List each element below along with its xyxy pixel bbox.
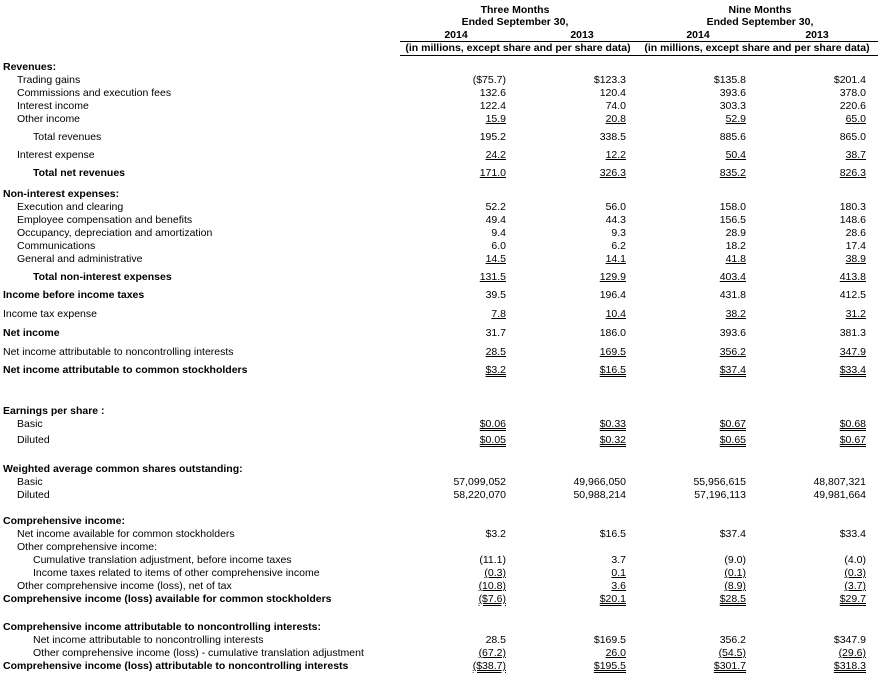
value-cell-col2: $20.1: [599, 593, 626, 605]
value-cell-col4: $33.4: [839, 364, 866, 376]
row-label: Weighted average common shares outstanding:: [3, 463, 243, 475]
row-label: Total non-interest expenses: [33, 271, 172, 283]
row-label: Net income attributable to noncontrolling interests: [3, 346, 234, 358]
table-row: [0, 227, 885, 240]
row-label: Basic: [17, 476, 43, 488]
row-label: Net income attributable to common stockholders: [3, 364, 248, 376]
value-cell-col3: $28.5: [719, 593, 746, 605]
value-cell-col4: 378.0: [839, 87, 866, 99]
table-row: [0, 74, 885, 87]
table-row: [0, 201, 885, 214]
row-label: General and administrative: [17, 253, 143, 265]
value-cell-col1: ($75.7): [472, 74, 506, 86]
value-cell-col3: 303.3: [719, 100, 746, 112]
table-row: [0, 476, 885, 489]
value-cell-col1: $0.05: [479, 434, 506, 446]
value-cell-col3: $0.67: [719, 418, 746, 430]
value-cell-col2: 3.6: [611, 580, 626, 592]
value-cell-col4: 180.3: [839, 201, 866, 213]
value-cell-col2: $0.32: [599, 434, 626, 446]
value-cell-col3: 431.8: [719, 289, 746, 301]
table-row: [0, 528, 885, 541]
value-cell-col2: 338.5: [599, 131, 626, 143]
value-cell-col3: (8.9): [724, 580, 746, 592]
value-cell-col1: 39.5: [485, 289, 506, 301]
value-cell-col2: 50,988,214: [573, 489, 626, 501]
value-cell-col4: 347.9: [839, 346, 866, 358]
table-row: [0, 463, 885, 476]
table-row: [0, 149, 885, 162]
value-cell-col3: 393.6: [719, 327, 746, 339]
table-row: [0, 554, 885, 567]
header-year-1: 2014: [444, 29, 468, 41]
row-label: Earnings per share :: [3, 405, 105, 417]
value-cell-col1: $3.2: [485, 364, 506, 376]
header-nine-months-l1: Nine Months: [728, 4, 792, 16]
table-row: [0, 240, 885, 253]
table-row: [0, 271, 885, 284]
value-cell-col3: 38.2: [725, 308, 746, 320]
value-cell-col1: 132.6: [479, 87, 506, 99]
row-label: Other comprehensive income (loss) - cumulative translation adjustment: [33, 647, 364, 659]
table-row: [0, 327, 885, 340]
value-cell-col3: $0.65: [719, 434, 746, 446]
value-cell-col4: $29.7: [839, 593, 866, 605]
value-cell-col1: 31.7: [485, 327, 506, 339]
row-label: Interest income: [17, 100, 89, 112]
value-cell-col4: 412.5: [839, 289, 866, 301]
table-row: [0, 515, 885, 528]
value-cell-col1: ($7.6): [478, 593, 506, 605]
table-row: [0, 308, 885, 321]
value-cell-col1: 49.4: [485, 214, 506, 226]
table-row: [0, 364, 885, 377]
row-label: Revenues:: [3, 61, 57, 73]
value-cell-col1: 52.2: [485, 201, 506, 213]
table-row: [0, 434, 885, 447]
table-row: [0, 289, 885, 302]
value-cell-col2: 6.2: [611, 240, 626, 252]
value-cell-col2: 196.4: [599, 289, 626, 301]
value-cell-col2: 20.8: [605, 113, 626, 125]
value-cell-col3: 28.9: [725, 227, 746, 239]
value-cell-col4: 65.0: [845, 113, 866, 125]
value-cell-col1: 28.5: [485, 634, 506, 646]
value-cell-col1: 57,099,052: [453, 476, 506, 488]
row-label: Net income available for common stockholders: [17, 528, 235, 540]
value-cell-col4: 38.7: [845, 149, 866, 161]
value-cell-col2: 120.4: [599, 87, 626, 99]
value-cell-col3: $301.7: [713, 660, 746, 672]
value-cell-col3: (0.1): [724, 567, 746, 579]
value-cell-col4: 148.6: [839, 214, 866, 226]
value-cell-col1: 28.5: [485, 346, 506, 358]
row-label: Cumulative translation adjustment, before income taxes: [33, 554, 292, 566]
value-cell-col3: 156.5: [719, 214, 746, 226]
table-row: [0, 567, 885, 580]
header-year-4: 2013: [805, 29, 829, 41]
value-cell-col2: 0.1: [611, 567, 626, 579]
row-label: Total net revenues: [33, 167, 125, 179]
value-cell-col2: 56.0: [605, 201, 626, 213]
value-cell-col2: $0.33: [599, 418, 626, 430]
row-label: Income before income taxes: [3, 289, 145, 301]
value-cell-col2: 74.0: [605, 100, 626, 112]
table-row: [0, 634, 885, 647]
header-year-2: 2013: [570, 29, 594, 41]
value-cell-col4: (0.3): [844, 567, 866, 579]
value-cell-col2: $195.5: [593, 660, 626, 672]
row-label: Occupancy, depreciation and amortization: [17, 227, 213, 239]
row-label: Employee compensation and benefits: [17, 214, 193, 226]
value-cell-col4: 31.2: [845, 308, 866, 320]
value-cell-col3: 356.2: [719, 346, 746, 358]
value-cell-col3: 50.4: [725, 149, 746, 161]
value-cell-col2: 326.3: [599, 167, 626, 179]
table-row: [0, 167, 885, 180]
value-cell-col1: 171.0: [479, 167, 506, 179]
value-cell-col1: $3.2: [485, 528, 506, 540]
header-nine-months-l2: Ended September 30,: [706, 16, 814, 28]
row-label: Non-interest expenses:: [3, 188, 120, 200]
value-cell-col2: $169.5: [593, 634, 626, 646]
value-cell-col4: $0.67: [839, 434, 866, 446]
value-cell-col4: 381.3: [839, 327, 866, 339]
table-row: [0, 214, 885, 227]
header-three-months-l1: Three Months: [480, 4, 550, 16]
value-cell-col3: 158.0: [719, 201, 746, 213]
value-cell-col1: 131.5: [479, 271, 506, 283]
value-cell-col1: 195.2: [479, 131, 506, 143]
table-row: [0, 580, 885, 593]
value-cell-col2: 10.4: [605, 308, 626, 320]
value-cell-col1: 7.8: [491, 308, 506, 320]
value-cell-col4: 220.6: [839, 100, 866, 112]
value-cell-col1: (10.8): [478, 580, 506, 592]
table-row: [0, 541, 885, 554]
value-cell-col3: (9.0): [724, 554, 746, 566]
row-label: Diluted: [17, 489, 50, 501]
row-label: Basic: [17, 418, 43, 430]
header-three-months-l2: Ended September 30,: [461, 16, 569, 28]
row-label: Comprehensive income attributable to noncontrolling interests:: [3, 621, 321, 633]
header-units-note-1: (in millions, except share and per share data): [405, 42, 631, 54]
value-cell-col4: 49,981,664: [813, 489, 866, 501]
value-cell-col4: $0.68: [839, 418, 866, 430]
header-year-3: 2014: [686, 29, 710, 41]
value-cell-col3: 41.8: [725, 253, 746, 265]
row-label: Comprehensive income (loss) attributable to noncontrolling interests: [3, 660, 349, 672]
table-row: [0, 405, 885, 418]
table-row: [0, 660, 885, 673]
table-row: [0, 489, 885, 502]
value-cell-col3: (54.5): [718, 647, 746, 659]
value-cell-col3: 393.6: [719, 87, 746, 99]
value-cell-col4: 413.8: [839, 271, 866, 283]
value-cell-col1: (67.2): [478, 647, 506, 659]
value-cell-col1: 6.0: [491, 240, 506, 252]
table-row: [0, 346, 885, 359]
value-cell-col3: 18.2: [725, 240, 746, 252]
value-cell-col3: 55,956,615: [693, 476, 746, 488]
value-cell-col2: $123.3: [593, 74, 626, 86]
value-cell-col2: $16.5: [599, 364, 626, 376]
value-cell-col2: 26.0: [605, 647, 626, 659]
table-row: [0, 253, 885, 266]
value-cell-col4: 865.0: [839, 131, 866, 143]
row-label: Diluted: [17, 434, 50, 446]
value-cell-col1: 122.4: [479, 100, 506, 112]
value-cell-col4: 38.9: [845, 253, 866, 265]
value-cell-col2: 49,966,050: [573, 476, 626, 488]
row-label: Net income: [3, 327, 60, 339]
value-cell-col2: 44.3: [605, 214, 626, 226]
value-cell-col1: 9.4: [491, 227, 506, 239]
value-cell-col2: 14.1: [605, 253, 626, 265]
value-cell-col2: 12.2: [605, 149, 626, 161]
value-cell-col3: $37.4: [719, 364, 746, 376]
value-cell-col4: (29.6): [838, 647, 866, 659]
row-label: Other comprehensive income:: [17, 541, 158, 553]
value-cell-col2: 9.3: [611, 227, 626, 239]
row-label: Communications: [17, 240, 96, 252]
value-cell-col3: 57,196,113: [694, 489, 746, 501]
value-cell-col4: $347.9: [833, 634, 866, 646]
row-label: Comprehensive income (loss) available for common stockholders: [3, 593, 332, 605]
row-label: Other comprehensive income (loss), net of tax: [17, 580, 232, 592]
value-cell-col3: 835.2: [719, 167, 746, 179]
value-cell-col2: 129.9: [599, 271, 626, 283]
table-row: [0, 61, 885, 74]
row-label: Comprehensive income:: [3, 515, 125, 527]
value-cell-col1: 14.5: [485, 253, 506, 265]
value-cell-col4: $318.3: [833, 660, 866, 672]
table-row: [0, 647, 885, 660]
value-cell-col1: (11.1): [479, 554, 506, 566]
value-cell-col1: ($38.7): [472, 660, 506, 672]
value-cell-col3: 52.9: [725, 113, 746, 125]
value-cell-col3: 356.2: [719, 634, 746, 646]
row-label: Interest expense: [17, 149, 95, 161]
row-label: Total revenues: [33, 131, 102, 143]
table-row: [0, 100, 885, 113]
table-row: [0, 87, 885, 100]
value-cell-col1: (0.3): [484, 567, 506, 579]
value-cell-col3: 403.4: [719, 271, 746, 283]
value-cell-col2: 3.7: [611, 554, 626, 566]
value-cell-col1: $0.06: [479, 418, 506, 430]
value-cell-col2: 186.0: [599, 327, 626, 339]
row-label: Commissions and execution fees: [17, 87, 172, 99]
value-cell-col1: 15.9: [485, 113, 506, 125]
value-cell-col2: $16.5: [599, 528, 626, 540]
table-row: [0, 418, 885, 431]
value-cell-col3: $135.8: [713, 74, 746, 86]
value-cell-col1: 58,220,070: [453, 489, 506, 501]
table-row: [0, 621, 885, 634]
row-label: Income tax expense: [3, 308, 97, 320]
value-cell-col3: $37.4: [719, 528, 746, 540]
table-row: [0, 593, 885, 606]
value-cell-col4: 17.4: [845, 240, 866, 252]
value-cell-col4: (3.7): [844, 580, 866, 592]
header-rule-bottom: [400, 55, 878, 56]
value-cell-col4: 48,807,321: [813, 476, 866, 488]
header-units-note-2: (in millions, except share and per share data): [644, 42, 870, 54]
row-label: Execution and clearing: [17, 201, 124, 213]
table-row: [0, 131, 885, 144]
value-cell-col4: 826.3: [839, 167, 866, 179]
value-cell-col2: 169.5: [599, 346, 626, 358]
table-row: [0, 188, 885, 201]
value-cell-col4: 28.6: [845, 227, 866, 239]
value-cell-col3: 885.6: [719, 131, 746, 143]
value-cell-col4: (4.0): [844, 554, 866, 566]
table-row: [0, 113, 885, 126]
row-label: Trading gains: [17, 74, 81, 86]
value-cell-col4: $201.4: [833, 74, 866, 86]
row-label: Net income attributable to noncontrolling interests: [33, 634, 264, 646]
row-label: Income taxes related to items of other comprehensive income: [33, 567, 320, 579]
value-cell-col1: 24.2: [485, 149, 506, 161]
row-label: Other income: [17, 113, 81, 125]
value-cell-col4: $33.4: [839, 528, 866, 540]
